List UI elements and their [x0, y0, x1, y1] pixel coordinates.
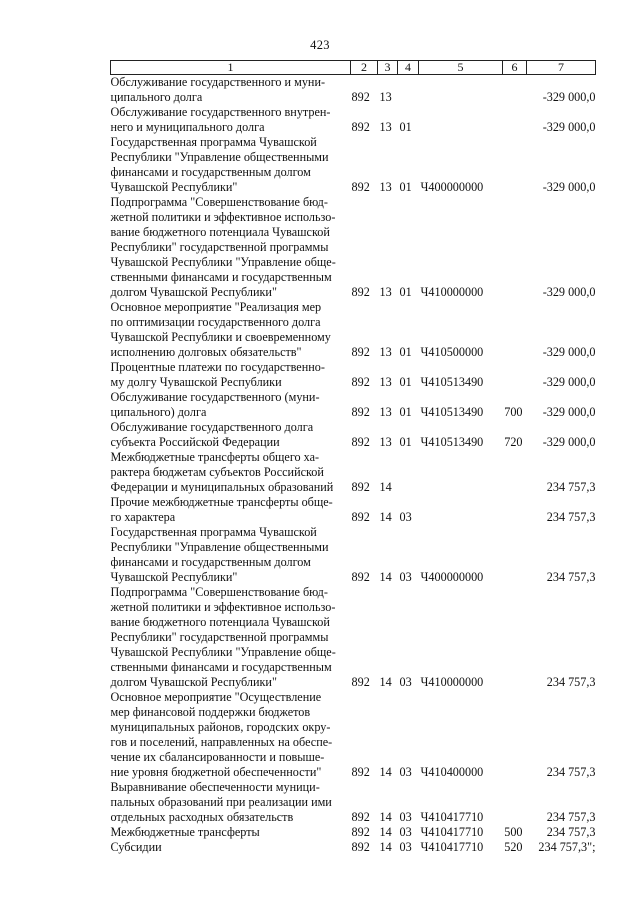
description-line: Республики "Управление общественными — [110, 540, 329, 554]
ministry-code: 892 — [351, 840, 370, 854]
amount: -329 000,0 — [542, 180, 596, 194]
row-description — [111, 690, 351, 780]
target-article-code — [419, 495, 503, 525]
description-line: жетной политики и эффективное использо- — [110, 210, 336, 224]
subsection-code: 03 — [399, 570, 412, 584]
header-col-6: 6 — [503, 61, 527, 75]
expense-type-code — [503, 300, 527, 360]
description-line: пальных образований при реализации ими — [110, 795, 332, 809]
section-code: 13 — [379, 345, 392, 359]
section-code: 13 — [379, 285, 392, 299]
table-row — [111, 840, 596, 855]
row-description — [111, 75, 351, 106]
amount: 234 757,3 — [546, 810, 596, 824]
header-col-7: 7 — [527, 61, 596, 75]
description-line: Чувашской Республики "Управление обще- — [110, 255, 336, 269]
description-line: мер финансовой поддержки бюджетов — [110, 705, 311, 719]
ministry-code: 892 — [351, 435, 370, 449]
row-description — [111, 300, 351, 360]
description-line: Прочие межбюджетные трансферты обще- — [110, 495, 333, 509]
description-line: вание бюджетного потенциала Чувашской — [110, 225, 330, 239]
expense-type-code — [503, 585, 527, 690]
ministry-code: 892 — [351, 285, 370, 299]
ministry-code: 892 — [351, 480, 370, 494]
header-col-2: 2 — [351, 61, 378, 75]
row-description — [111, 825, 351, 840]
table-row — [111, 360, 596, 390]
table-row — [111, 300, 596, 360]
description-line: Федерации и муниципальных образований — [110, 480, 334, 494]
description-line: Обслуживание государственного внутрен- — [110, 105, 331, 119]
description-line: Чувашской Республики "Управление обще- — [110, 645, 336, 659]
row-description — [111, 450, 351, 495]
row-description — [111, 135, 351, 195]
ministry-code: 892 — [351, 375, 370, 389]
budget-table — [110, 60, 596, 855]
description-line: Республики" государственной программы — [110, 240, 329, 254]
expense-type-code — [503, 495, 527, 525]
expense-type-code — [503, 105, 527, 135]
description-line: Субсидии — [110, 840, 162, 854]
target-article-code: Ч410000000 — [420, 675, 484, 689]
subsection-code: 03 — [399, 510, 412, 524]
table-row — [111, 390, 596, 420]
description-line: Межбюджетные трансферты — [110, 825, 260, 839]
target-article-code — [419, 450, 503, 495]
description-line: финансами и государственным долгом — [110, 165, 311, 179]
target-article-code: Ч400000000 — [420, 570, 484, 584]
subsection-code: 01 — [399, 375, 412, 389]
description-line: Подпрограмма "Совершенствование бюд- — [110, 195, 328, 209]
target-article-code: Ч410500000 — [420, 345, 484, 359]
table-row — [111, 780, 596, 825]
amount: -329 000,0 — [542, 435, 596, 449]
description-line: рактера бюджетам субъектов Российской — [110, 465, 324, 479]
subsection-code — [398, 450, 419, 495]
table-row — [111, 135, 596, 195]
expense-type-code: 520 — [504, 840, 523, 854]
expense-type-code: 500 — [504, 825, 523, 839]
description-line: отдельных расходных обязательств — [110, 810, 294, 824]
table-row — [111, 585, 596, 690]
section-code: 13 — [379, 375, 392, 389]
description-line: Республики" государственной программы — [110, 630, 329, 644]
description-line: Межбюджетные трансферты общего ха- — [110, 450, 320, 464]
header-col-1: 1 — [111, 61, 351, 75]
table-row — [111, 495, 596, 525]
row-description — [111, 525, 351, 585]
amount: 234 757,3"; — [538, 840, 596, 854]
row-description — [111, 585, 351, 690]
subsection-code: 01 — [399, 345, 412, 359]
section-code: 13 — [379, 90, 392, 104]
subsection-code: 03 — [399, 810, 412, 824]
description-line: Чувашской Республики" — [110, 570, 238, 584]
ministry-code: 892 — [351, 120, 370, 134]
section-code: 14 — [379, 675, 392, 689]
description-line: гов и поселений, направленных на обеспе- — [110, 735, 333, 749]
amount: -329 000,0 — [542, 120, 596, 134]
ministry-code: 892 — [351, 675, 370, 689]
expense-type-code — [503, 75, 527, 106]
description-line: по оптимизации государственного долга — [110, 315, 321, 329]
ministry-code: 892 — [351, 810, 370, 824]
row-description — [111, 780, 351, 825]
ministry-code: 892 — [351, 765, 370, 779]
expense-type-code — [503, 525, 527, 585]
expense-type-code — [503, 690, 527, 780]
header-row — [111, 61, 596, 75]
header-col-3: 3 — [378, 61, 398, 75]
expense-type-code — [503, 360, 527, 390]
target-article-code: Ч410513490 — [420, 435, 484, 449]
target-article-code: Ч410000000 — [420, 285, 484, 299]
ministry-code: 892 — [351, 825, 370, 839]
description-line: Чувашской Республики" — [110, 180, 238, 194]
row-description — [111, 360, 351, 390]
target-article-code — [419, 105, 503, 135]
table-row — [111, 105, 596, 135]
amount: 234 757,3 — [546, 510, 596, 524]
table-row — [111, 525, 596, 585]
amount: -329 000,0 — [542, 285, 596, 299]
description-line: долгом Чувашской Республики" — [110, 285, 277, 299]
target-article-code: Ч410513490 — [420, 405, 484, 419]
subsection-code: 03 — [399, 825, 412, 839]
section-code: 14 — [379, 825, 392, 839]
table-row — [111, 690, 596, 780]
section-code: 14 — [379, 840, 392, 854]
target-article-code: Ч410513490 — [420, 375, 484, 389]
description-line: Обслуживание государственного (муни- — [110, 390, 320, 404]
amount: -329 000,0 — [542, 405, 596, 419]
section-code: 14 — [379, 810, 392, 824]
subsection-code: 01 — [399, 120, 412, 134]
table-row — [111, 450, 596, 495]
expense-type-code — [503, 195, 527, 300]
subsection-code: 01 — [399, 285, 412, 299]
row-description — [111, 420, 351, 450]
description-line: Обслуживание государственного и муни- — [110, 75, 326, 89]
target-article-code: Ч410417710 — [420, 840, 484, 854]
ministry-code: 892 — [351, 510, 370, 524]
subsection-code: 03 — [399, 675, 412, 689]
target-article-code: Ч400000000 — [420, 180, 484, 194]
description-line: Выравнивание обеспеченности муници- — [110, 780, 320, 794]
ministry-code: 892 — [351, 90, 370, 104]
table-body — [111, 75, 596, 856]
description-line: Основное мероприятие "Осуществление — [110, 690, 322, 704]
section-code: 13 — [379, 435, 392, 449]
description-line: субъекта Российской Федерации — [110, 435, 280, 449]
expense-type-code — [503, 780, 527, 825]
ministry-code: 892 — [351, 405, 370, 419]
description-line: вание бюджетного потенциала Чувашской — [110, 615, 330, 629]
row-description — [111, 105, 351, 135]
subsection-code: 03 — [399, 765, 412, 779]
target-article-code: Ч410417710 — [420, 810, 484, 824]
expense-type-code: 720 — [504, 435, 523, 449]
section-code: 13 — [379, 120, 392, 134]
subsection-code: 01 — [399, 405, 412, 419]
amount: -329 000,0 — [542, 90, 596, 104]
table-row — [111, 420, 596, 450]
description-line: чение их сбалансированности и повыше- — [110, 750, 325, 764]
ministry-code: 892 — [351, 180, 370, 194]
ministry-code: 892 — [351, 570, 370, 584]
description-line: му долгу Чувашской Республики — [110, 375, 282, 389]
description-line: финансами и государственным долгом — [110, 555, 311, 569]
description-line: ципального) долга — [110, 405, 207, 419]
amount: 234 757,3 — [546, 825, 596, 839]
section-code: 14 — [379, 570, 392, 584]
section-code: 13 — [379, 180, 392, 194]
page-number: 423 — [310, 38, 330, 52]
expense-type-code: 700 — [504, 405, 523, 419]
description-line: ственными финансами и государственным — [110, 270, 332, 284]
section-code: 13 — [379, 405, 392, 419]
description-line: Процентные платежи по государственно- — [110, 360, 325, 374]
section-code: 14 — [379, 765, 392, 779]
description-line: исполнению долговых обязательств" — [110, 345, 302, 359]
amount: -329 000,0 — [542, 375, 596, 389]
amount: 234 757,3 — [546, 765, 596, 779]
row-description — [111, 840, 351, 855]
subsection-code — [398, 75, 419, 106]
expense-type-code — [503, 450, 527, 495]
description-line: ственными финансами и государственным — [110, 660, 332, 674]
subsection-code: 01 — [399, 435, 412, 449]
description-line: Республики "Управление общественными — [110, 150, 329, 164]
description-line: Государственная программа Чувашской — [110, 135, 317, 149]
section-code: 14 — [379, 480, 392, 494]
subsection-code: 03 — [399, 840, 412, 854]
section-code: 14 — [379, 510, 392, 524]
target-article-code — [419, 75, 503, 106]
header-col-5: 5 — [419, 61, 503, 75]
header-col-4: 4 — [398, 61, 419, 75]
amount: 234 757,3 — [546, 570, 596, 584]
table-row — [111, 195, 596, 300]
table-row — [111, 825, 596, 840]
expense-type-code — [503, 135, 527, 195]
table-row — [111, 75, 596, 106]
description-line: долгом Чувашской Республики" — [110, 675, 277, 689]
target-article-code: Ч410417710 — [420, 825, 484, 839]
target-article-code: Ч410400000 — [420, 765, 484, 779]
description-line: Подпрограмма "Совершенствование бюд- — [110, 585, 328, 599]
description-line: Обслуживание государственного долга — [110, 420, 314, 434]
row-description — [111, 195, 351, 300]
subsection-code: 01 — [399, 180, 412, 194]
amount: 234 757,3 — [546, 480, 596, 494]
row-description — [111, 495, 351, 525]
amount: -329 000,0 — [542, 345, 596, 359]
description-line: него и муниципального долга — [110, 120, 265, 134]
amount: 234 757,3 — [546, 675, 596, 689]
description-line: ние уровня бюджетной обеспеченности" — [110, 765, 322, 779]
description-line: жетной политики и эффективное использо- — [110, 600, 336, 614]
description-line: муниципальных районов, городских окру- — [110, 720, 331, 734]
row-description — [111, 390, 351, 420]
description-line: ципального долга — [110, 90, 203, 104]
description-line: го характера — [110, 510, 176, 524]
description-line: Основное мероприятие "Реализация мер — [110, 300, 322, 314]
description-line: Чувашской Республики и своевременному — [110, 330, 331, 344]
ministry-code: 892 — [351, 345, 370, 359]
description-line: Государственная программа Чувашской — [110, 525, 317, 539]
